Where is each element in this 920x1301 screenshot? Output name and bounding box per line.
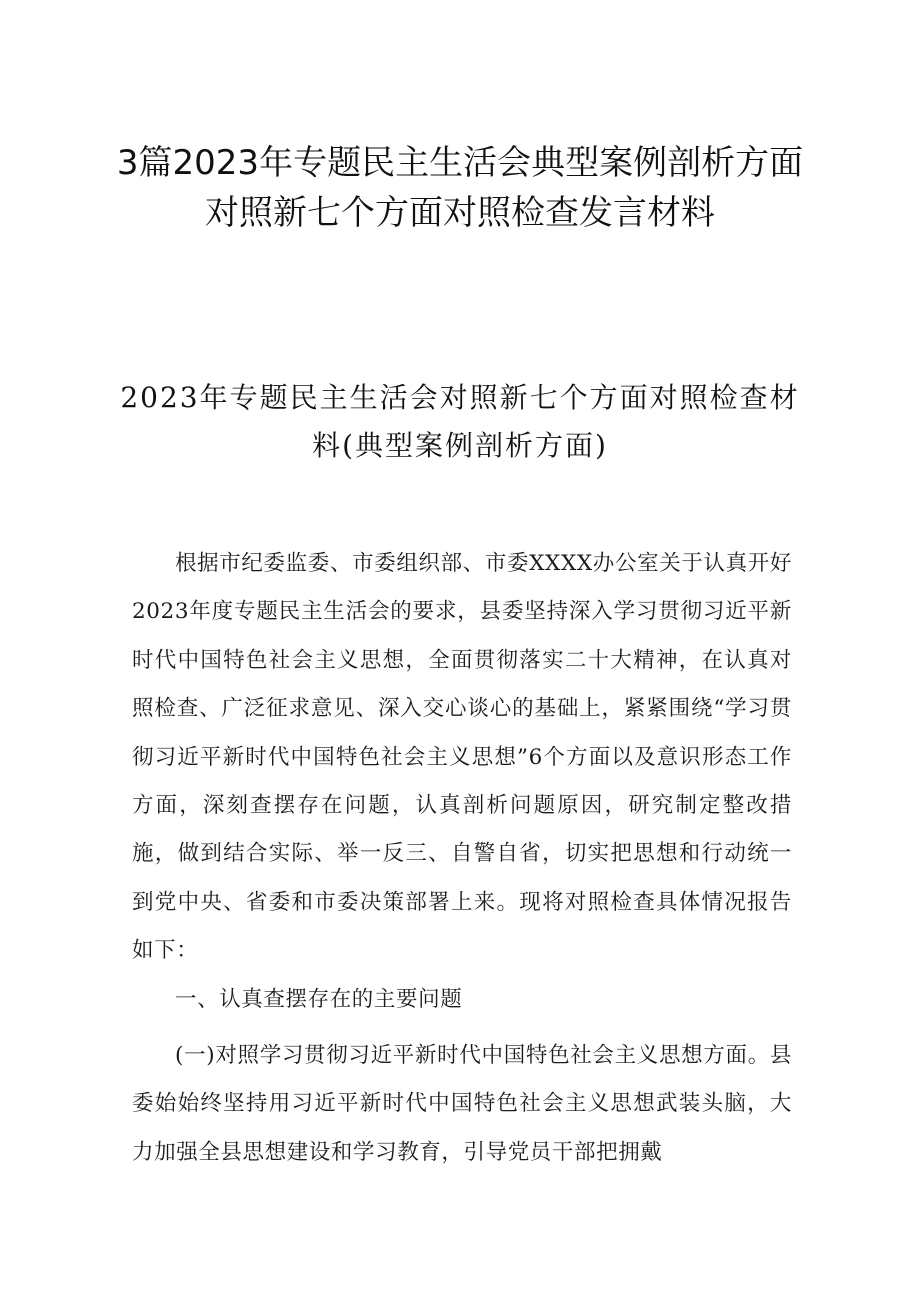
document-main-title: 3篇2023年专题民主生活会典型案例剖析方面对照新七个方面对照检查发言材料 bbox=[116, 143, 804, 233]
section-heading: 一、认真查摆存在的主要问题 bbox=[175, 987, 463, 1012]
body-paragraph: 根据市纪委监委、市委组织部、市委XXXX办公室关于认真开好2023年度专题民主生活会的要求，县委坚持深入学习贯彻习近平新时代中国特色社会主义思想，全面贯彻落实二十大精神，在认真对照检查、广泛征求意见、深入交心谈心的基础上，紧紧围绕“学习贯彻习近平新时代中国特色社会主义思想”6个方面以及意识形态工作方面，深刻查摆存在问题，认真剖析问题原因，研究制定整改措施，做到结合实际、举一反三、自警自省，切实把思想和行动统一到党中央、省委和市委决策部署上来。现将对照检查具体情况报告如下： bbox=[132, 551, 792, 964]
body-paragraph: (一)对照学习贯彻习近平新时代中国特色社会主义思想方面。县委始始终坚持用习近平新时代中国特色社会主义思想武装头脑，大力加强全县思想建设和学习教育，引导党员干部把拥戴 bbox=[132, 1043, 792, 1165]
document-sub-title: 2023年专题民主生活会对照新七个方面对照检查材料(典型案例剖析方面) bbox=[120, 381, 800, 462]
